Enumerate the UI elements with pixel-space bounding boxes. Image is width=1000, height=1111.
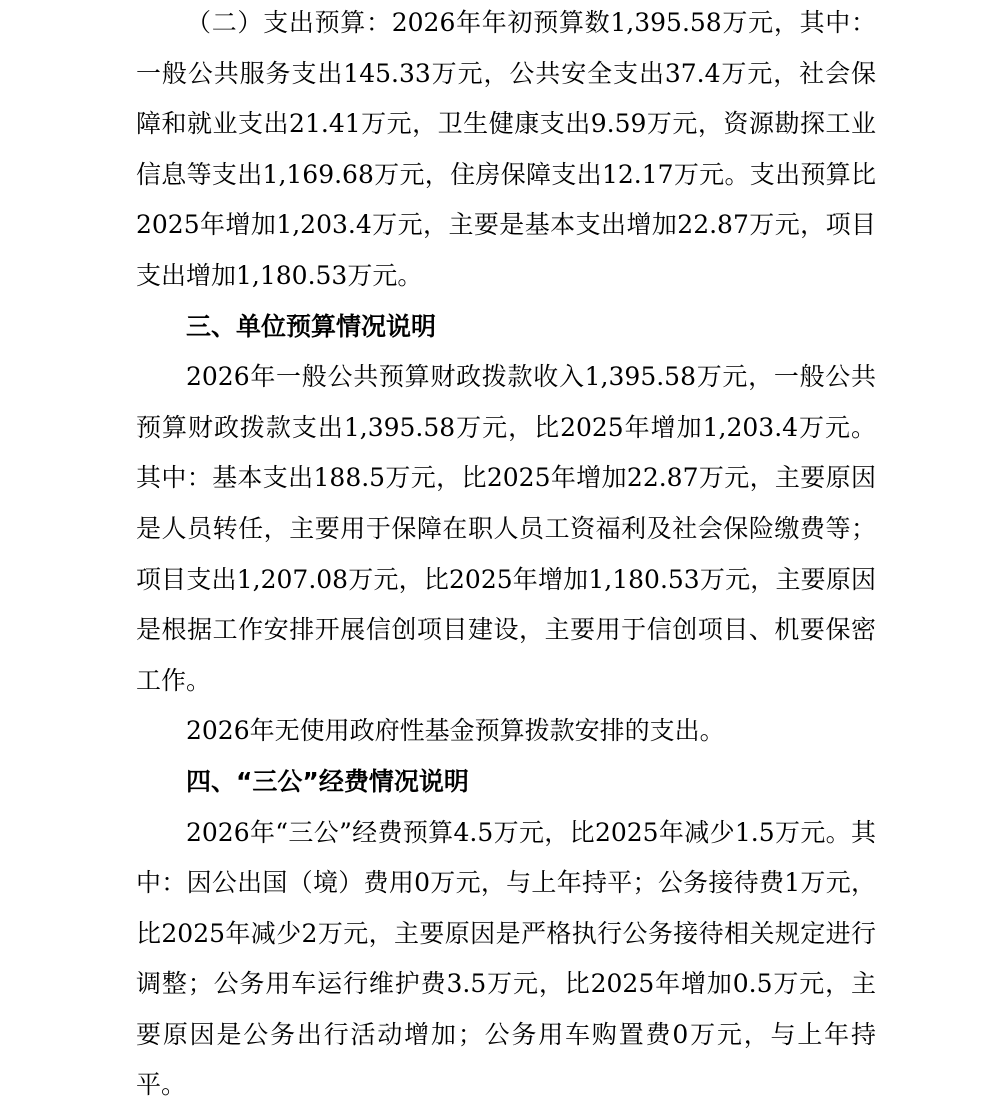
government-fund-paragraph: 2026年无使用政府性基金预算拨款安排的支出。	[136, 706, 876, 757]
section-heading-unit-budget: 三、单位预算情况说明	[136, 302, 876, 353]
expenditure-budget-paragraph: （二）支出预算：2026年年初预算数1,395.58万元，其中：一般公共服务支出145.33万元，公共安全支出37.4万元，社会保障和就业支出21.41万元，卫生健康支出9.59万元，资源勘探工业信息等支出1,169.68万元，住房保障支出12.17万元。支出预算比2025年增加1,203.4万元，主要是基本支出增加22.87万元，项目支出增加1,180.53万元。	[136, 0, 876, 302]
section-heading-three-public-funds: 四、“三公”经费情况说明	[136, 757, 876, 808]
document-page	[136, 0, 876, 1111]
unit-budget-paragraph: 2026年一般公共预算财政拨款收入1,395.58万元，一般公共预算财政拨款支出1,395.58万元，比2025年增加1,203.4万元。其中：基本支出188.5万元，比2025年增加22.87万元，主要原因是人员转任，主要用于保障在职人员工资福利及社会保险缴费等；项目支出1,207.08万元，比2025年增加1,180.53万元，主要原因是根据工作安排开展信创项目建设，主要用于信创项目、机要保密工作。	[136, 352, 876, 706]
three-public-funds-paragraph: 2026年“三公”经费预算4.5万元，比2025年减少1.5万元。其中：因公出国（境）费用0万元，与上年持平；公务接待费1万元，比2025年减少2万元，主要原因是严格执行公务接待相关规定进行调整；公务用车运行维护费3.5万元，比2025年增加0.5万元，主要原因是公务出行活动增加；公务用车购置费0万元，与上年持平。	[136, 808, 876, 1111]
